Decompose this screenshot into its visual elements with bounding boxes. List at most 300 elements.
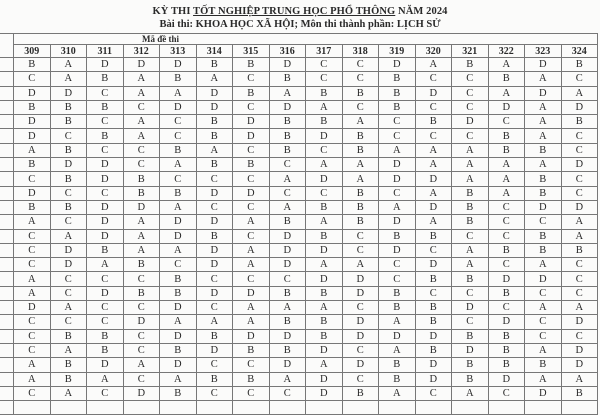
answer-cell: D bbox=[196, 186, 233, 200]
answer-cell: C bbox=[269, 272, 306, 286]
answer-cell bbox=[342, 401, 379, 415]
table-row bbox=[0, 186, 598, 200]
answer-cell: B bbox=[87, 343, 124, 357]
answer-cell: B bbox=[14, 158, 51, 172]
answer-cell: D bbox=[306, 172, 343, 186]
answer-cell: C bbox=[342, 100, 379, 114]
answer-cell: B bbox=[452, 329, 489, 343]
answer-cell: D bbox=[123, 315, 160, 329]
answer-cell: B bbox=[525, 358, 562, 372]
answer-cell: D bbox=[50, 158, 87, 172]
answer-cell: D bbox=[233, 329, 270, 343]
answer-cell: D bbox=[269, 329, 306, 343]
answer-cell bbox=[123, 401, 160, 415]
table-row bbox=[0, 258, 598, 272]
answer-cell: A bbox=[269, 372, 306, 386]
answer-cell: A bbox=[14, 215, 51, 229]
answer-cell: B bbox=[488, 72, 525, 86]
answer-cell: D bbox=[87, 229, 124, 243]
answer-cell: A bbox=[269, 200, 306, 214]
answer-cell: C bbox=[160, 115, 197, 129]
answer-cell: A bbox=[488, 58, 525, 72]
answer-cell: B bbox=[50, 143, 87, 157]
answer-cell: C bbox=[123, 372, 160, 386]
answer-cell: C bbox=[196, 272, 233, 286]
answer-cell: A bbox=[306, 258, 343, 272]
answer-cell: B bbox=[233, 372, 270, 386]
answer-cell: B bbox=[233, 86, 270, 100]
answer-cell: D bbox=[306, 243, 343, 257]
answer-cell: A bbox=[123, 86, 160, 100]
answer-cell: B bbox=[196, 129, 233, 143]
answer-cell: B bbox=[525, 243, 562, 257]
answer-cell: A bbox=[14, 143, 51, 157]
answer-cell: D bbox=[379, 329, 416, 343]
answer-cell: D bbox=[452, 301, 489, 315]
answer-cell: C bbox=[269, 386, 306, 400]
table-row bbox=[0, 200, 598, 214]
answer-cell: C bbox=[525, 329, 562, 343]
answer-cell: D bbox=[488, 272, 525, 286]
answer-cell: B bbox=[50, 358, 87, 372]
answer-cell: D bbox=[488, 315, 525, 329]
question-number-cell bbox=[0, 358, 14, 372]
answer-cell: C bbox=[561, 286, 598, 300]
answer-cell: B bbox=[87, 243, 124, 257]
answer-cell: B bbox=[14, 100, 51, 114]
answer-cell: D bbox=[342, 329, 379, 343]
answer-cell: C bbox=[14, 172, 51, 186]
answer-cell: B bbox=[415, 343, 452, 357]
answer-cell: A bbox=[525, 343, 562, 357]
answer-cell: D bbox=[14, 301, 51, 315]
answer-cell: C bbox=[561, 143, 598, 157]
answer-cell: C bbox=[415, 72, 452, 86]
question-number-cell bbox=[0, 258, 14, 272]
answer-cell: A bbox=[488, 172, 525, 186]
answer-cell: C bbox=[233, 272, 270, 286]
answer-cell bbox=[561, 401, 598, 415]
exam-code-311: 311 bbox=[87, 45, 124, 58]
table-row bbox=[0, 343, 598, 357]
table-row bbox=[0, 386, 598, 400]
answer-cell: A bbox=[342, 258, 379, 272]
answer-cell: D bbox=[306, 343, 343, 357]
answer-cell: B bbox=[160, 343, 197, 357]
answer-cell: A bbox=[233, 243, 270, 257]
answer-cell: D bbox=[14, 86, 51, 100]
answer-cell: D bbox=[87, 358, 124, 372]
answer-cell: B bbox=[488, 286, 525, 300]
answer-cell: B bbox=[306, 200, 343, 214]
answer-cell: A bbox=[306, 100, 343, 114]
answer-cell: A bbox=[14, 286, 51, 300]
answer-cell: A bbox=[488, 86, 525, 100]
question-number-cell bbox=[0, 115, 14, 129]
answer-cell: C bbox=[561, 129, 598, 143]
answer-cell: C bbox=[87, 86, 124, 100]
answer-cell: D bbox=[160, 215, 197, 229]
table-row bbox=[0, 158, 598, 172]
question-number-cell bbox=[0, 343, 14, 357]
answer-cell: A bbox=[123, 243, 160, 257]
answer-cell: D bbox=[415, 200, 452, 214]
exam-code-321: 321 bbox=[452, 45, 489, 58]
question-number-cell bbox=[0, 286, 14, 300]
answer-cell: A bbox=[342, 115, 379, 129]
question-number-cell bbox=[0, 372, 14, 386]
answer-cell: C bbox=[452, 315, 489, 329]
answer-cell: D bbox=[14, 115, 51, 129]
answer-cell: C bbox=[306, 186, 343, 200]
answer-cell: B bbox=[269, 343, 306, 357]
exam-code-group-header: Mã đề thi bbox=[14, 34, 598, 45]
answer-cell: B bbox=[488, 329, 525, 343]
answer-cell: D bbox=[196, 243, 233, 257]
answer-cell: D bbox=[14, 186, 51, 200]
answer-cell: B bbox=[306, 115, 343, 129]
answer-cell: B bbox=[233, 343, 270, 357]
answer-cell: A bbox=[123, 72, 160, 86]
answer-cell: A bbox=[123, 358, 160, 372]
answer-cell: C bbox=[160, 172, 197, 186]
answer-cell bbox=[488, 401, 525, 415]
answer-cell: D bbox=[87, 158, 124, 172]
answer-cell: C bbox=[488, 301, 525, 315]
answer-cell: A bbox=[306, 215, 343, 229]
answer-cell: B bbox=[160, 143, 197, 157]
answer-cell: B bbox=[415, 115, 452, 129]
answer-cell: C bbox=[561, 329, 598, 343]
answer-cell: B bbox=[160, 72, 197, 86]
answer-cell: C bbox=[196, 386, 233, 400]
answer-cell: A bbox=[233, 315, 270, 329]
answer-cell bbox=[452, 401, 489, 415]
answer-cell: C bbox=[233, 172, 270, 186]
group-header-row bbox=[0, 34, 598, 45]
answer-cell: A bbox=[50, 72, 87, 86]
answer-cell: C bbox=[342, 72, 379, 86]
corner-cell bbox=[0, 34, 14, 45]
answer-cell: A bbox=[561, 372, 598, 386]
question-number-header bbox=[0, 45, 14, 58]
answer-cell: C bbox=[233, 100, 270, 114]
answer-cell: B bbox=[123, 186, 160, 200]
answer-cell: D bbox=[160, 58, 197, 72]
answer-cell: C bbox=[123, 272, 160, 286]
answer-cell: C bbox=[342, 372, 379, 386]
table-row bbox=[0, 129, 598, 143]
answer-cell: D bbox=[87, 200, 124, 214]
answer-cell: C bbox=[525, 215, 562, 229]
answer-cell: D bbox=[379, 172, 416, 186]
exam-code-row bbox=[0, 45, 598, 58]
answer-cell: D bbox=[233, 286, 270, 300]
answer-cell: C bbox=[50, 315, 87, 329]
question-number-cell bbox=[0, 243, 14, 257]
table-row bbox=[0, 229, 598, 243]
answer-cell: B bbox=[488, 143, 525, 157]
answer-cell: C bbox=[196, 358, 233, 372]
answer-cell: C bbox=[160, 129, 197, 143]
table-row bbox=[0, 286, 598, 300]
answer-cell: D bbox=[123, 200, 160, 214]
answer-cell: A bbox=[14, 272, 51, 286]
answer-cell: C bbox=[342, 229, 379, 243]
answer-cell: A bbox=[342, 172, 379, 186]
answer-cell: A bbox=[160, 200, 197, 214]
answer-cell: B bbox=[561, 243, 598, 257]
answer-cell: C bbox=[14, 258, 51, 272]
answer-cell bbox=[87, 401, 124, 415]
answer-cell: B bbox=[87, 329, 124, 343]
answer-cell: A bbox=[160, 243, 197, 257]
question-number-cell bbox=[0, 72, 14, 86]
answer-cell: A bbox=[14, 372, 51, 386]
answer-cell: A bbox=[196, 143, 233, 157]
answer-cell bbox=[233, 401, 270, 415]
answer-cell: B bbox=[269, 143, 306, 157]
answer-cell: D bbox=[561, 358, 598, 372]
answer-cell: D bbox=[269, 243, 306, 257]
answer-cell: D bbox=[342, 315, 379, 329]
answer-cell: C bbox=[342, 58, 379, 72]
question-number-cell bbox=[0, 58, 14, 72]
question-number-cell bbox=[0, 158, 14, 172]
answer-cell: A bbox=[525, 100, 562, 114]
answer-cell: A bbox=[233, 301, 270, 315]
answer-cell: C bbox=[233, 386, 270, 400]
question-number-cell bbox=[0, 186, 14, 200]
answer-cell: B bbox=[342, 86, 379, 100]
answer-cell: C bbox=[233, 229, 270, 243]
answer-cell: B bbox=[233, 58, 270, 72]
answer-cell: B bbox=[525, 172, 562, 186]
answer-cell: B bbox=[123, 258, 160, 272]
answer-cell: A bbox=[525, 129, 562, 143]
answer-cell: C bbox=[488, 229, 525, 243]
answer-cell: B bbox=[50, 115, 87, 129]
answer-cell: D bbox=[342, 358, 379, 372]
answer-cell: C bbox=[87, 386, 124, 400]
answer-cell: C bbox=[233, 143, 270, 157]
answer-cell: C bbox=[233, 72, 270, 86]
answer-cell: D bbox=[50, 243, 87, 257]
answer-cell: C bbox=[452, 72, 489, 86]
exam-code-314: 314 bbox=[196, 45, 233, 58]
answer-cell: A bbox=[415, 143, 452, 157]
question-number-cell bbox=[0, 386, 14, 400]
answer-cell: A bbox=[452, 258, 489, 272]
answer-cell: B bbox=[269, 129, 306, 143]
answer-cell: C bbox=[14, 343, 51, 357]
answer-cell: D bbox=[525, 200, 562, 214]
answer-cell: B bbox=[342, 186, 379, 200]
answer-cell: C bbox=[342, 243, 379, 257]
answer-cell: C bbox=[14, 243, 51, 257]
answer-cell: C bbox=[160, 258, 197, 272]
answer-cell: B bbox=[379, 358, 416, 372]
answer-cell: D bbox=[561, 315, 598, 329]
answer-cell: B bbox=[269, 115, 306, 129]
answer-cell: A bbox=[160, 372, 197, 386]
table-row bbox=[0, 86, 598, 100]
answer-cell: C bbox=[14, 229, 51, 243]
answer-cell: D bbox=[488, 372, 525, 386]
answer-cell: A bbox=[452, 158, 489, 172]
answer-cell: A bbox=[87, 258, 124, 272]
answer-cell: C bbox=[87, 186, 124, 200]
question-number-cell bbox=[0, 215, 14, 229]
answer-cell: A bbox=[379, 315, 416, 329]
answer-cell: C bbox=[452, 229, 489, 243]
answer-cell: D bbox=[561, 100, 598, 114]
answer-cell: B bbox=[123, 172, 160, 186]
answer-cell: C bbox=[196, 301, 233, 315]
answer-cell: D bbox=[87, 172, 124, 186]
exam-code-320: 320 bbox=[415, 45, 452, 58]
answer-cell: B bbox=[306, 229, 343, 243]
answer-cell: B bbox=[342, 386, 379, 400]
answer-cell: D bbox=[269, 358, 306, 372]
answer-cell: C bbox=[415, 129, 452, 143]
exam-code-318: 318 bbox=[342, 45, 379, 58]
answer-cell: A bbox=[379, 143, 416, 157]
answer-cell: B bbox=[87, 100, 124, 114]
answer-cell: D bbox=[561, 200, 598, 214]
answer-cell: C bbox=[50, 129, 87, 143]
answer-cell: A bbox=[488, 186, 525, 200]
answer-cell: C bbox=[561, 272, 598, 286]
answer-cell: B bbox=[379, 86, 416, 100]
answer-cell: A bbox=[379, 200, 416, 214]
answer-cell: D bbox=[123, 58, 160, 72]
answer-cell: B bbox=[379, 100, 416, 114]
answer-cell: D bbox=[561, 343, 598, 357]
answer-cell bbox=[379, 401, 416, 415]
answer-cell: D bbox=[452, 115, 489, 129]
answer-cell: A bbox=[415, 58, 452, 72]
answer-cell: B bbox=[452, 358, 489, 372]
answer-cell: B bbox=[342, 129, 379, 143]
answer-cell: A bbox=[525, 115, 562, 129]
answer-cell: B bbox=[415, 315, 452, 329]
answer-cell: D bbox=[525, 272, 562, 286]
answer-cell: D bbox=[306, 386, 343, 400]
answer-cell: C bbox=[561, 186, 598, 200]
answer-cell: C bbox=[452, 129, 489, 143]
answer-cell: A bbox=[196, 72, 233, 86]
answer-cell: D bbox=[196, 86, 233, 100]
answer-cell: B bbox=[50, 200, 87, 214]
answer-cell: D bbox=[269, 258, 306, 272]
answer-cell bbox=[196, 401, 233, 415]
answer-cell: D bbox=[379, 215, 416, 229]
question-number-cell bbox=[0, 100, 14, 114]
answer-cell: A bbox=[87, 372, 124, 386]
answer-cell: B bbox=[160, 386, 197, 400]
answer-cell: C bbox=[379, 129, 416, 143]
answer-cell: C bbox=[123, 143, 160, 157]
answer-cell: D bbox=[379, 158, 416, 172]
answer-cell: A bbox=[342, 158, 379, 172]
answer-cell: D bbox=[379, 58, 416, 72]
answer-cell: C bbox=[488, 215, 525, 229]
answer-cell: B bbox=[160, 286, 197, 300]
answer-cell: D bbox=[306, 272, 343, 286]
answer-cell: A bbox=[415, 215, 452, 229]
answer-cell: D bbox=[233, 115, 270, 129]
answer-cell: C bbox=[379, 115, 416, 129]
answer-cell: D bbox=[14, 129, 51, 143]
answer-cell: A bbox=[452, 243, 489, 257]
answer-cell: B bbox=[379, 229, 416, 243]
answer-cell: C bbox=[452, 86, 489, 100]
answer-cell: A bbox=[452, 143, 489, 157]
answer-cell: B bbox=[488, 358, 525, 372]
exam-code-322: 322 bbox=[488, 45, 525, 58]
table-row bbox=[0, 372, 598, 386]
answer-cell: C bbox=[306, 58, 343, 72]
answer-cell bbox=[269, 401, 306, 415]
answer-cell: C bbox=[488, 115, 525, 129]
answer-cell: A bbox=[488, 158, 525, 172]
answer-cell: B bbox=[379, 72, 416, 86]
answer-cell: D bbox=[50, 86, 87, 100]
answer-cell: A bbox=[379, 386, 416, 400]
answer-cell: B bbox=[342, 215, 379, 229]
answer-cell: A bbox=[269, 86, 306, 100]
answer-cell: B bbox=[196, 58, 233, 72]
answer-cell: C bbox=[525, 286, 562, 300]
answer-cell: C bbox=[123, 100, 160, 114]
answer-cell: D bbox=[160, 358, 197, 372]
answer-cell: D bbox=[196, 215, 233, 229]
answer-cell: B bbox=[525, 143, 562, 157]
table-row bbox=[0, 172, 598, 186]
answer-cell: C bbox=[233, 200, 270, 214]
answer-cell: B bbox=[488, 343, 525, 357]
answer-cell: B bbox=[87, 129, 124, 143]
answer-cell: B bbox=[525, 186, 562, 200]
answer-cell: B bbox=[561, 115, 598, 129]
answer-cell: B bbox=[379, 286, 416, 300]
answer-cell: A bbox=[306, 358, 343, 372]
answer-cell: C bbox=[269, 158, 306, 172]
answer-cell: D bbox=[525, 86, 562, 100]
answer-cell: B bbox=[269, 286, 306, 300]
exam-title bbox=[0, 6, 600, 17]
exam-title-prefix: KỲ THI bbox=[152, 6, 194, 17]
answer-cell: B bbox=[452, 186, 489, 200]
answer-cell: D bbox=[415, 86, 452, 100]
answer-cell: A bbox=[379, 343, 416, 357]
answer-cell: A bbox=[123, 129, 160, 143]
answer-cell: D bbox=[196, 258, 233, 272]
answer-cell: C bbox=[561, 72, 598, 86]
answer-cell: A bbox=[525, 158, 562, 172]
answer-cell bbox=[0, 401, 14, 415]
answer-cell bbox=[50, 401, 87, 415]
answer-cell: D bbox=[269, 100, 306, 114]
question-number-cell bbox=[0, 200, 14, 214]
answer-cell: D bbox=[196, 343, 233, 357]
answer-cell: A bbox=[561, 215, 598, 229]
answer-cell: D bbox=[415, 258, 452, 272]
answer-cell: B bbox=[342, 143, 379, 157]
table-row bbox=[0, 243, 598, 257]
answer-cell: C bbox=[488, 258, 525, 272]
